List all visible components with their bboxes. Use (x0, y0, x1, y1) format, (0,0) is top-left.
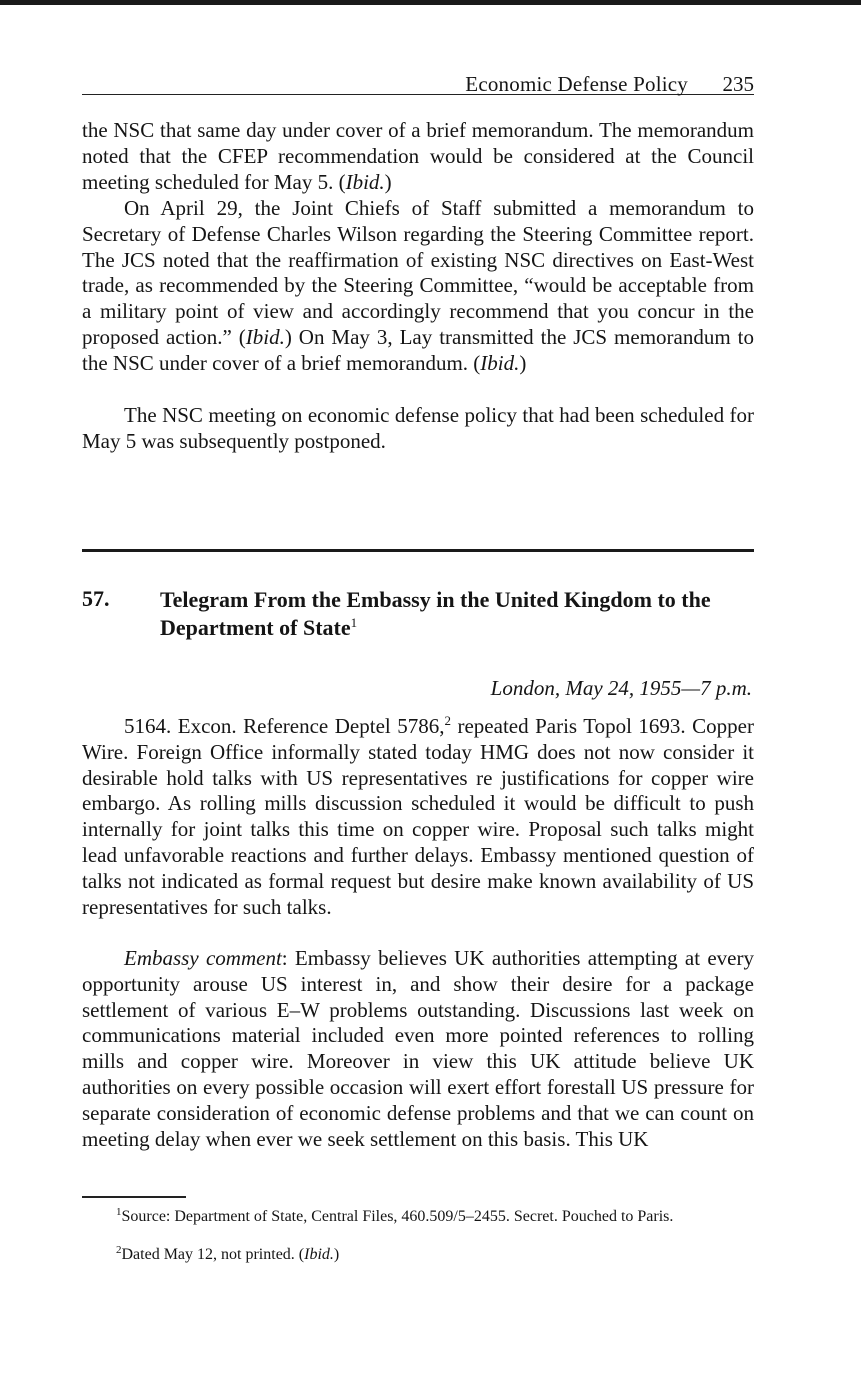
footnote-2 (82, 1246, 754, 1264)
footnote-text: ) (333, 1246, 340, 1263)
paragraph-jcs-memorandum (82, 196, 754, 377)
footnote-1 (82, 1208, 754, 1226)
page-number: 235 (722, 72, 754, 96)
running-header (82, 70, 754, 95)
paragraph-postponed: The NSC meeting on economic defense policy that had been scheduled for May 5 was subsequently postponed. (82, 403, 754, 453)
footnote-marker: 2 (444, 713, 451, 728)
document-title (160, 586, 760, 642)
section-divider (82, 549, 754, 552)
ibid-reference: Ibid. (245, 324, 285, 349)
paragraph-text: 5164. Excon. Reference Deptel 5786, (124, 714, 445, 738)
footnote-marker: 2 (116, 1244, 122, 1256)
footnote-text: Source: Department of State, Central Files, 460.509/5–2455. Secret. Pouched to Paris. (121, 1208, 674, 1225)
footnote-marker: 1 (116, 1206, 122, 1218)
paragraph-text: ) On May 3, Lay transmitted the JCS memorandum to the NSC under cover of a brief memorandum. ( (82, 324, 754, 375)
telegram-paragraph-2 (82, 946, 754, 1152)
footnote-divider (82, 1196, 186, 1198)
footnote-text: Dated May 12, not printed. ( (121, 1246, 305, 1263)
footnote-marker: 1 (350, 615, 358, 630)
embassy-comment-label: Embassy comment (124, 946, 282, 970)
paragraph-text: ) (519, 350, 527, 375)
telegram-paragraph-1 (82, 714, 754, 920)
top-edge-bar (0, 0, 861, 5)
ibid-reference: Ibid. (345, 169, 385, 194)
paragraph-text: repeated Paris Topol 1693. Copper Wire. Foreign Office informally stated today HMG does not now consider it desirable hold talks with US representatives re justifications for copper wire embargo. As rolling mills discussion scheduled it would be difficult to push internally for joint talks this time on copper wire. Proposal such talks might lead unfavorable reactions and further delays. Embassy mentioned question of talks not indicated as formal request but desire make known availability of US representatives for such talks. (82, 714, 754, 919)
running-title: Economic Defense Policy (465, 72, 688, 96)
paragraph-text: : Embassy believes UK authorities attempting at every opportunity arouse US interest in, and show their desire for a package settlement of various E–W problems outstanding. Discussions last week on communications material included even more pointed references to rolling mills and copper wire. Moreover in view this UK attitude believe UK authorities on every possible occasion will exert effort forestall US pressure for separate consideration of economic defense problems and that we can count on meeting delay when ever we seek settlement on this basis. This UK (82, 946, 755, 1151)
ibid-reference: Ibid. (480, 350, 520, 375)
dateline: London, May 24, 1955—7 p.m. (490, 676, 752, 700)
document-title-text: Telegram From the Embassy in the United Kingdom to the Department of State (160, 587, 711, 640)
paragraph-text: ) (384, 169, 392, 194)
document-number: 57. (82, 586, 110, 611)
paragraph-continued (82, 118, 754, 195)
ibid-reference: Ibid. (304, 1246, 334, 1263)
paragraph-text: the NSC that same day under cover of a brief memorandum. The memorandum noted that the CFEP recommendation would be considered at the Council meeting scheduled for May 5. ( (82, 118, 754, 194)
paragraph-text: On April 29, the Joint Chiefs of Staff submitted a memorandum to Secretary of Defense Charles Wilson regarding the Steering Committee report. The JCS noted that the reaffirmation of existing NSC directives on East-West trade, as recommended by the Steering Committee, “would be acceptable from a military point of view and accordingly recommend that you concur in the proposed action.” ( (82, 196, 754, 349)
